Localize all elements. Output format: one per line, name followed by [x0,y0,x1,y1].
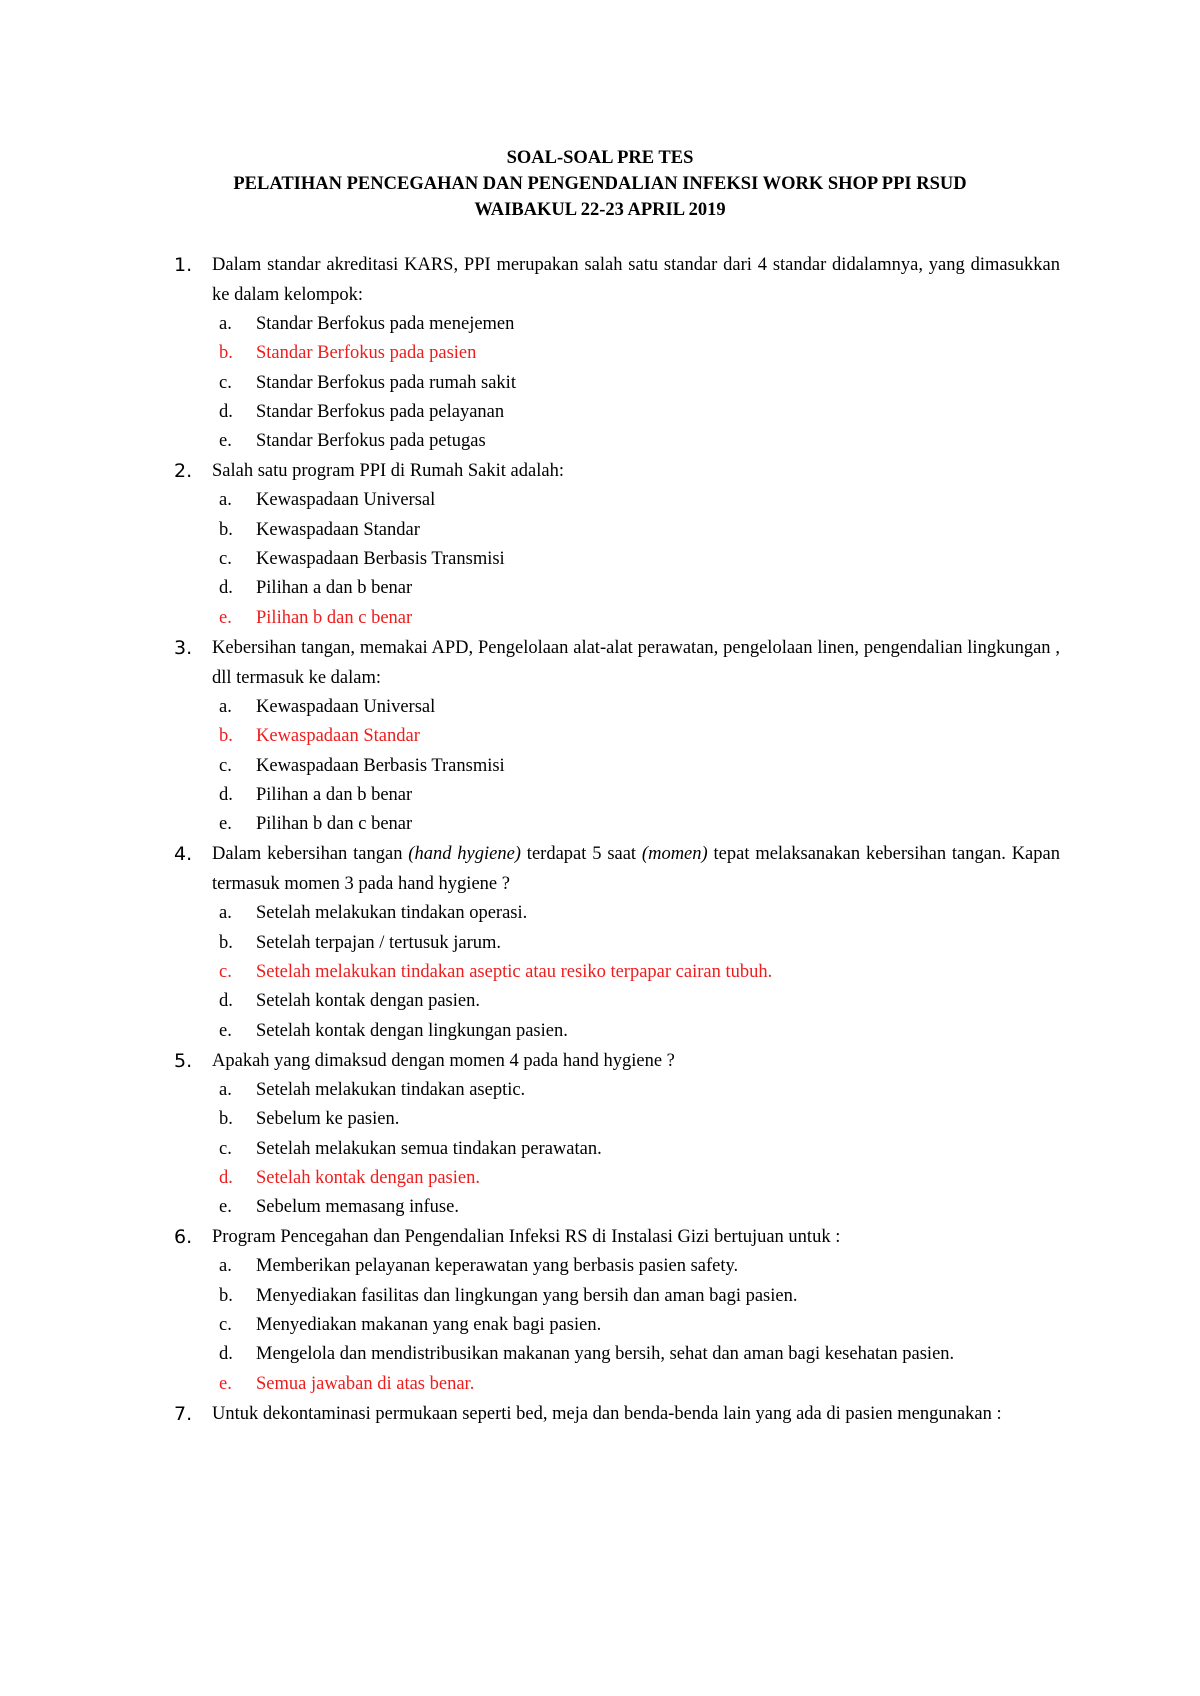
option-d: d. Pilihan a dan b benar [219,578,413,599]
option-c: c. Kewaspadaan Berbasis Transmisi [219,755,505,776]
option-b: b. Setelah terpajan / tertusuk jarum. [219,932,502,953]
answer-options [170,1076,1060,1222]
question-number: 7. [174,1402,193,1425]
answer-options [170,310,1060,456]
option-b-correct: b. Kewaspadaan Standar [219,726,420,747]
option-e-correct: e. Pilihan b dan c benar [219,607,413,628]
document-header [0,145,1200,223]
question-text: Kebersihan tangan, memakai APD, Pengelolaan alat-alat perawatan, pengelolaan linen, pengendalian lingkungan , dll termasuk ke dalam: [212,637,1060,688]
option-a: a. Setelah melakukan tindakan aseptic. [219,1079,526,1100]
question-6 [170,1222,1060,1398]
option-c: c. Kewaspadaan Berbasis Transmisi [219,549,505,570]
question-text: Dalam standar akreditasi KARS, PPI merupakan salah satu standar dari 4 standar didalamnya, yang dimasukkan ke dalam kelompok: [212,255,1060,305]
option-c: c. Standar Berfokus pada rumah sakit [219,372,516,393]
question-number: 1. [174,254,193,276]
question-2 [170,456,1060,632]
option-b: b. Sebelum ke pasien. [219,1109,400,1130]
question-number: 3. [174,636,193,659]
document-subtitle: PELATIHAN PENCEGAHAN DAN PENGENDALIAN INFEKSI WORK SHOP PPI RSUD [233,174,967,194]
option-a: a. Standar Berfokus pada menejemen [219,314,515,334]
question-5 [170,1046,1060,1222]
option-a: a. Memberikan pelayanan keperawatan yang berbasis pasien safety. [219,1256,739,1277]
question-number: 5. [174,1049,193,1072]
option-e-correct: e. Semua jawaban di atas benar. [219,1373,475,1394]
option-c-correct: c. Setelah melakukan tindakan aseptic atau resiko terpapar cairan tubuh. [219,962,773,983]
answer-options [170,486,1060,632]
option-a: a. Kewaspadaan Universal [219,490,436,511]
question-4 [170,839,1060,1045]
question-3 [170,633,1060,839]
question-list [170,250,1060,1429]
option-a: a. Kewaspadaan Universal [219,696,436,717]
question-text: Dalam kebersihan tangan (hand hygiene) terdapat 5 saat (momen) tepat melaksanakan kebersihan tangan. Kapan termasuk momen 3 pada hand hygiene ? [212,844,1060,895]
question-1 [170,250,1060,456]
answer-options [170,899,1060,1045]
answer-options [170,1252,1060,1398]
option-a: a. Setelah melakukan tindakan operasi. [219,903,528,924]
option-b: b. Menyediakan fasilitas dan lingkungan yang bersih dan aman bagi pasien. [219,1285,798,1306]
option-e: e. Sebelum memasang infuse. [219,1197,459,1218]
option-d: d. Setelah kontak dengan pasien. [219,991,480,1012]
question-text: Salah satu program PPI di Rumah Sakit adalah: [212,461,564,482]
option-c: c. Setelah melakukan semua tindakan perawatan. [219,1138,602,1159]
question-number: 6. [174,1226,193,1249]
question-text: Untuk dekontaminasi permukaan seperti bed, meja dan benda-benda lain yang ada di pasien mengunakan : [212,1403,1002,1424]
question-number: 4. [174,843,193,866]
option-c: c. Menyediakan makanan yang enak bagi pasien. [219,1315,602,1336]
document-title: SOAL-SOAL PRE TES [506,148,694,168]
option-d: d. Mengelola dan mendistribusikan makanan yang bersih, sehat dan aman bagi kesehatan pasien. [219,1344,955,1365]
question-text: Program Pencegahan dan Pengendalian Infeksi RS di Instalasi Gizi bertujuan untuk : [212,1227,841,1248]
option-e: e. Pilihan b dan c benar [219,814,413,835]
option-b: b. Kewaspadaan Standar [219,519,420,540]
option-e: e. Setelah kontak dengan lingkungan pasien. [219,1020,568,1041]
option-d: d. Standar Berfokus pada pelayanan [219,401,505,422]
option-d: d. Pilihan a dan b benar [219,784,413,805]
question-number: 2. [174,460,193,483]
option-b-correct: b. Standar Berfokus pada pasien [219,343,477,364]
question-text: Apakah yang dimaksud dengan momen 4 pada hand hygiene ? [212,1050,675,1071]
option-d-correct: d. Setelah kontak dengan pasien. [219,1167,480,1188]
answer-options [170,693,1060,839]
document-subtitle-2: WAIBAKUL 22-23 APRIL 2019 [474,200,726,220]
option-e: e. Standar Berfokus pada petugas [219,431,486,452]
question-7 [170,1399,1060,1429]
